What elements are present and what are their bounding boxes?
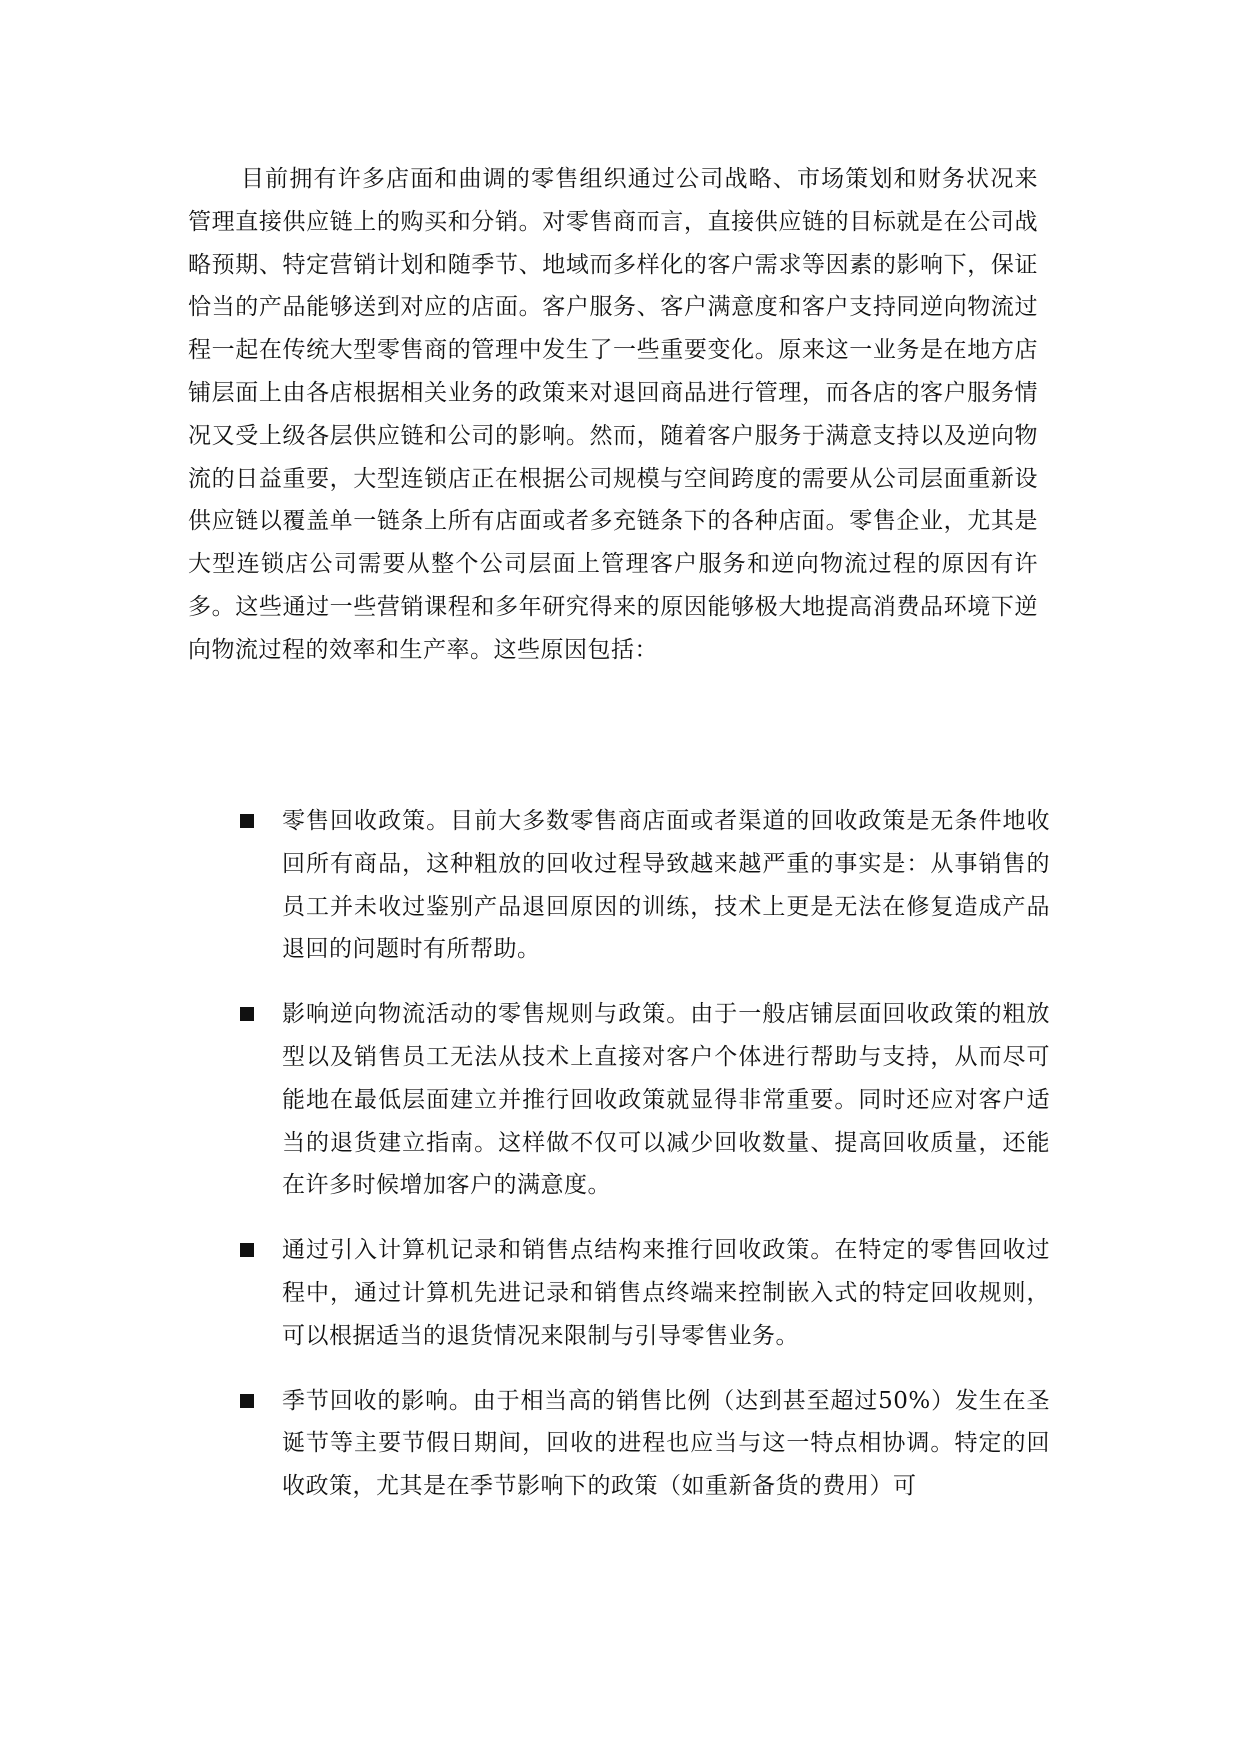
bullet-text: 通过引入计算机记录和销售点结构来推行回收政策。在特定的零售回收过程中，通过计算机先进记录和销售点终端来控制嵌入式的特定回收规则，可以根据适当的退货情况来限制与引导零售业务。 — [282, 1237, 1050, 1349]
bullet-list — [188, 800, 1050, 1530]
bullet-item — [188, 800, 1050, 971]
bullet-text: 影响逆向物流活动的零售规则与政策。由于一般店铺层面回收政策的粗放型以及销售员工无法从技术上直接对客户个体进行帮助与支持，从而尽可能地在最低层面建立并推行回收政策就显得非常重要。同时还应对客户适当的退货建立指南。这样做不仅可以减少回收数量、提高回收质量，还能在许多时候增加客户的满意度。 — [282, 1001, 1050, 1199]
square-bullet-icon — [240, 1007, 254, 1021]
square-bullet-icon — [240, 1394, 254, 1408]
bullet-item — [188, 1380, 1050, 1508]
bullet-text: 季节回收的影响。由于相当高的销售比例（达到甚至超过50%）发生在圣诞节等主要节假日期间，回收的进程也应当与这一特点相协调。特定的回收政策，尤其是在季节影响下的政策（如重新备货的费用）可 — [282, 1387, 1050, 1500]
bullet-text: 零售回收政策。目前大多数零售商店面或者渠道的回收政策是无条件地收回所有商品，这种粗放的回收过程导致越来越严重的事实是：从事销售的员工并未收过鉴别产品退回原因的训练，技术上更是无法在修复造成产品退回的问题时有所帮助。 — [282, 808, 1050, 963]
square-bullet-icon — [240, 1243, 254, 1257]
bullet-item — [188, 1229, 1050, 1357]
bullet-item — [188, 993, 1050, 1207]
intro-paragraph: 目前拥有许多店面和曲调的零售组织通过公司战略、市场策划和财务状况来管理直接供应链上的购买和分销。对零售商而言，直接供应链的目标就是在公司战略预期、特定营销计划和随季节、地域而多样化的客户需求等因素的影响下，保证恰当的产品能够送到对应的店面。客户服务、客户满意度和客户支持同逆向物流过程一起在传统大型零售商的管理中发生了一些重要变化。原来这一业务是在地方店铺层面上由各店根据相关业务的政策来对退回商品进行管理，而各店的客户服务情况又受上级各层供应链和公司的影响。然而，随着客户服务于满意支持以及逆向物流的日益重要，大型连锁店正在根据公司规模与空间跨度的需要从公司层面重新设供应链以覆盖单一链条上所有店面或者多充链条下的各种店面。零售企业，尤其是大型连锁店公司需要从整个公司层面上管理客户服务和逆向物流过程的原因有许多。这些通过一些营销课程和多年研究得来的原因能够极大地提高消费品环境下逆向物流过程的效率和生产率。这些原因包括： — [188, 166, 1038, 663]
square-bullet-icon — [240, 814, 254, 828]
